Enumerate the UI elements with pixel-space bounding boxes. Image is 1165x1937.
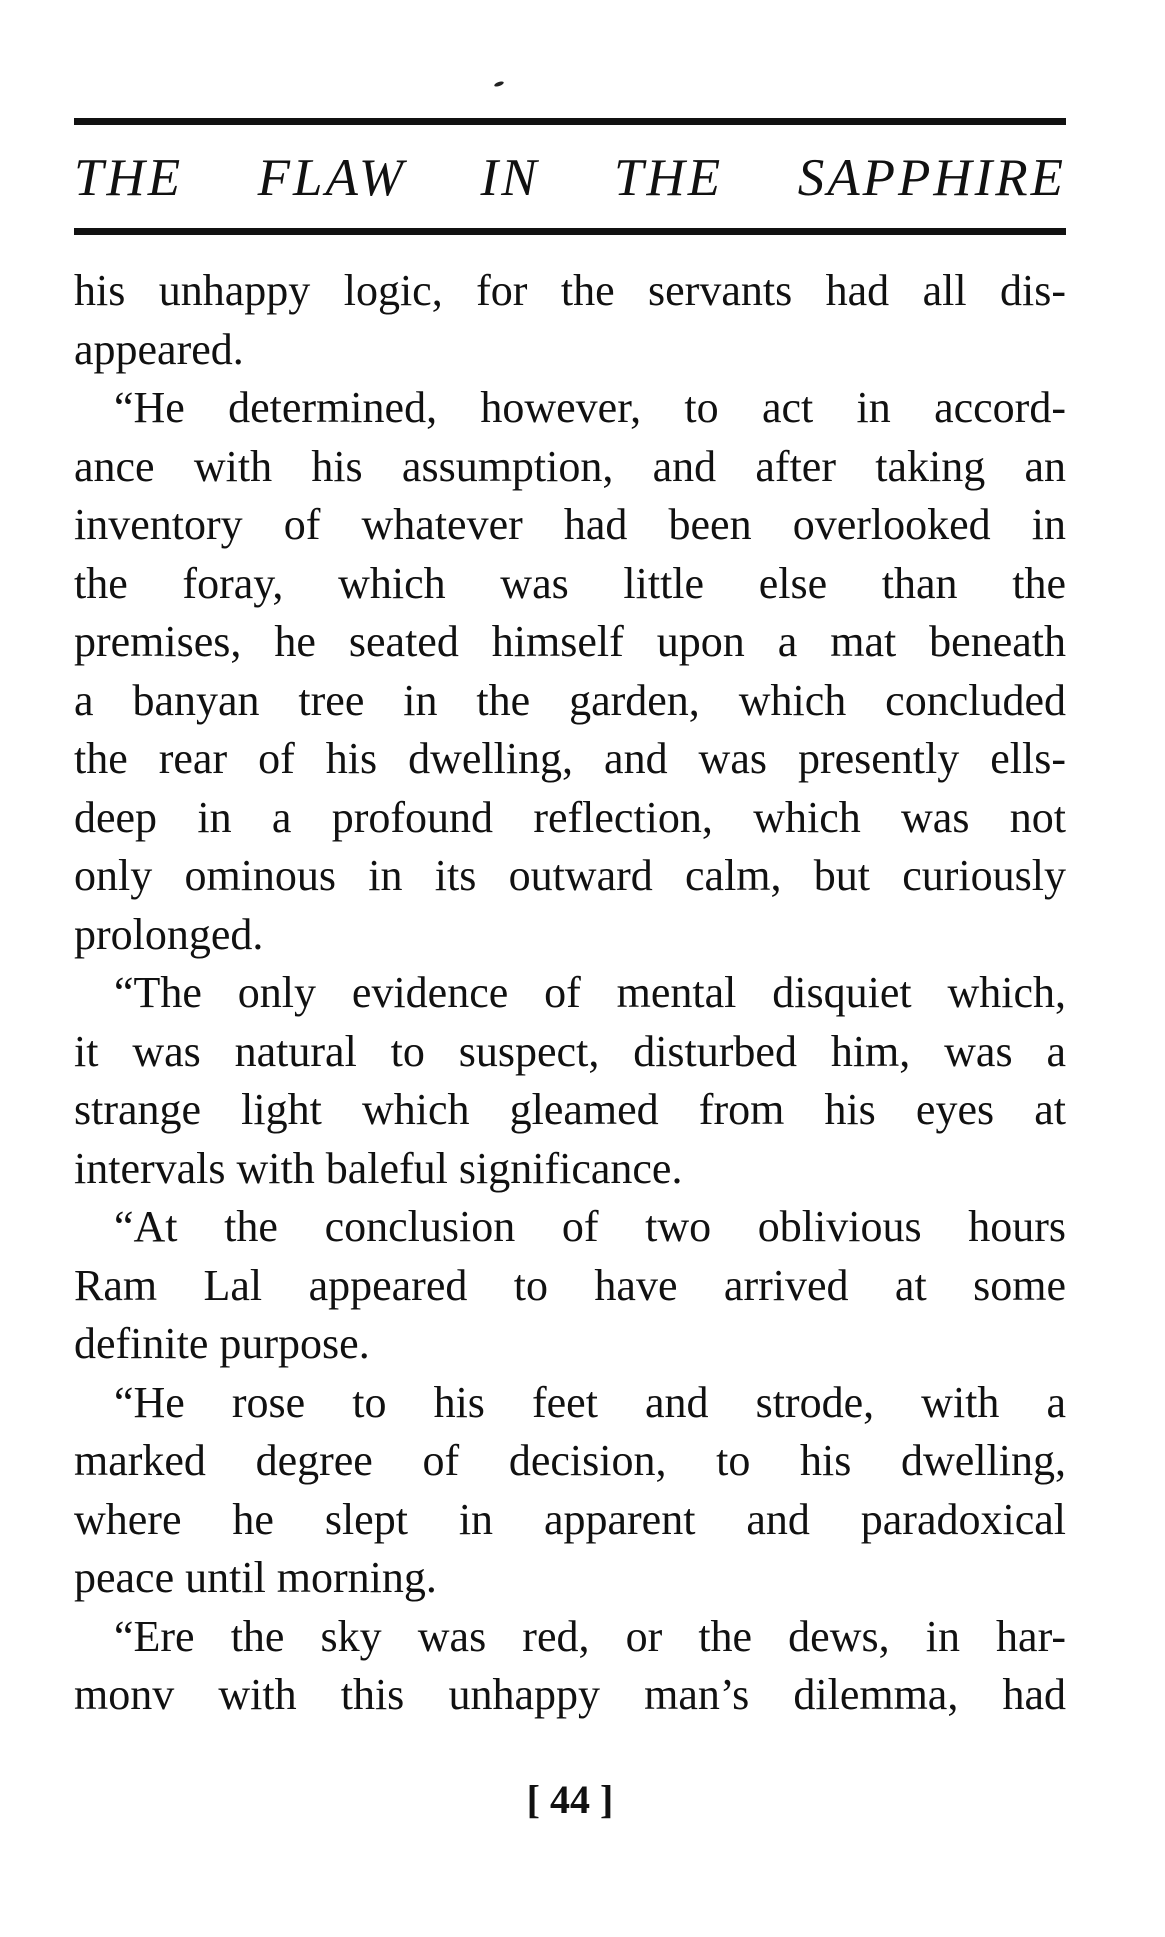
text-line: the rear of his dwelling, and was presently ells- xyxy=(74,734,1066,783)
body-text xyxy=(74,262,1066,1725)
text-line: where he slept in apparent and paradoxical xyxy=(74,1494,1066,1544)
text-line: strange light which gleamed from his eyes at xyxy=(74,1085,1066,1134)
text-line: definite purpose. xyxy=(74,1319,370,1368)
text-line: Ram Lal appeared to have arrived at some xyxy=(74,1260,1066,1310)
text-line: intervals with baleful significance. xyxy=(74,1143,683,1193)
text-line: monv with this unhappy man’s dilemma, had xyxy=(74,1670,1066,1719)
text-line: “At the conclusion of two oblivious hours xyxy=(114,1202,1066,1251)
page-number: [ 44 ] xyxy=(526,1777,614,1822)
text-line: “Ere the sky was red, or the dews, in har- xyxy=(114,1611,1066,1661)
text-line: premises, he seated himself upon a mat beneath xyxy=(74,617,1066,666)
text-line: peace until morning. xyxy=(74,1553,437,1602)
header-rule-top xyxy=(74,118,1066,125)
text-line: ance with his assumption, and after taking an xyxy=(74,441,1066,491)
header-rule-bottom xyxy=(74,228,1066,235)
text-line: his unhappy logic, for the servants had all dis- xyxy=(74,266,1066,315)
text-line: only ominous in its outward calm, but curiously xyxy=(74,851,1066,900)
running-head: THE FLAW IN THE SAPPHIRE xyxy=(74,149,1066,207)
book-page xyxy=(74,0,1066,1937)
text-line: deep in a profound reflection, which was not xyxy=(74,792,1066,842)
text-line: “He rose to his feet and strode, with a xyxy=(114,1377,1066,1427)
text-line: a banyan tree in the garden, which concluded xyxy=(74,675,1066,725)
text-line: inventory of whatever had been overlooked in xyxy=(74,500,1066,549)
text-line: “The only evidence of mental disquiet which, xyxy=(114,968,1066,1017)
text-line: appeared. xyxy=(74,324,244,374)
printing-mark xyxy=(494,80,505,87)
text-line: the foray, which was little else than the xyxy=(74,558,1066,608)
text-line: it was natural to suspect, disturbed him, was a xyxy=(74,1026,1066,1076)
text-line: marked degree of decision, to his dwelling, xyxy=(74,1436,1066,1485)
text-line: “He determined, however, to act in accord- xyxy=(114,383,1066,432)
text-line: prolonged. xyxy=(74,909,264,959)
